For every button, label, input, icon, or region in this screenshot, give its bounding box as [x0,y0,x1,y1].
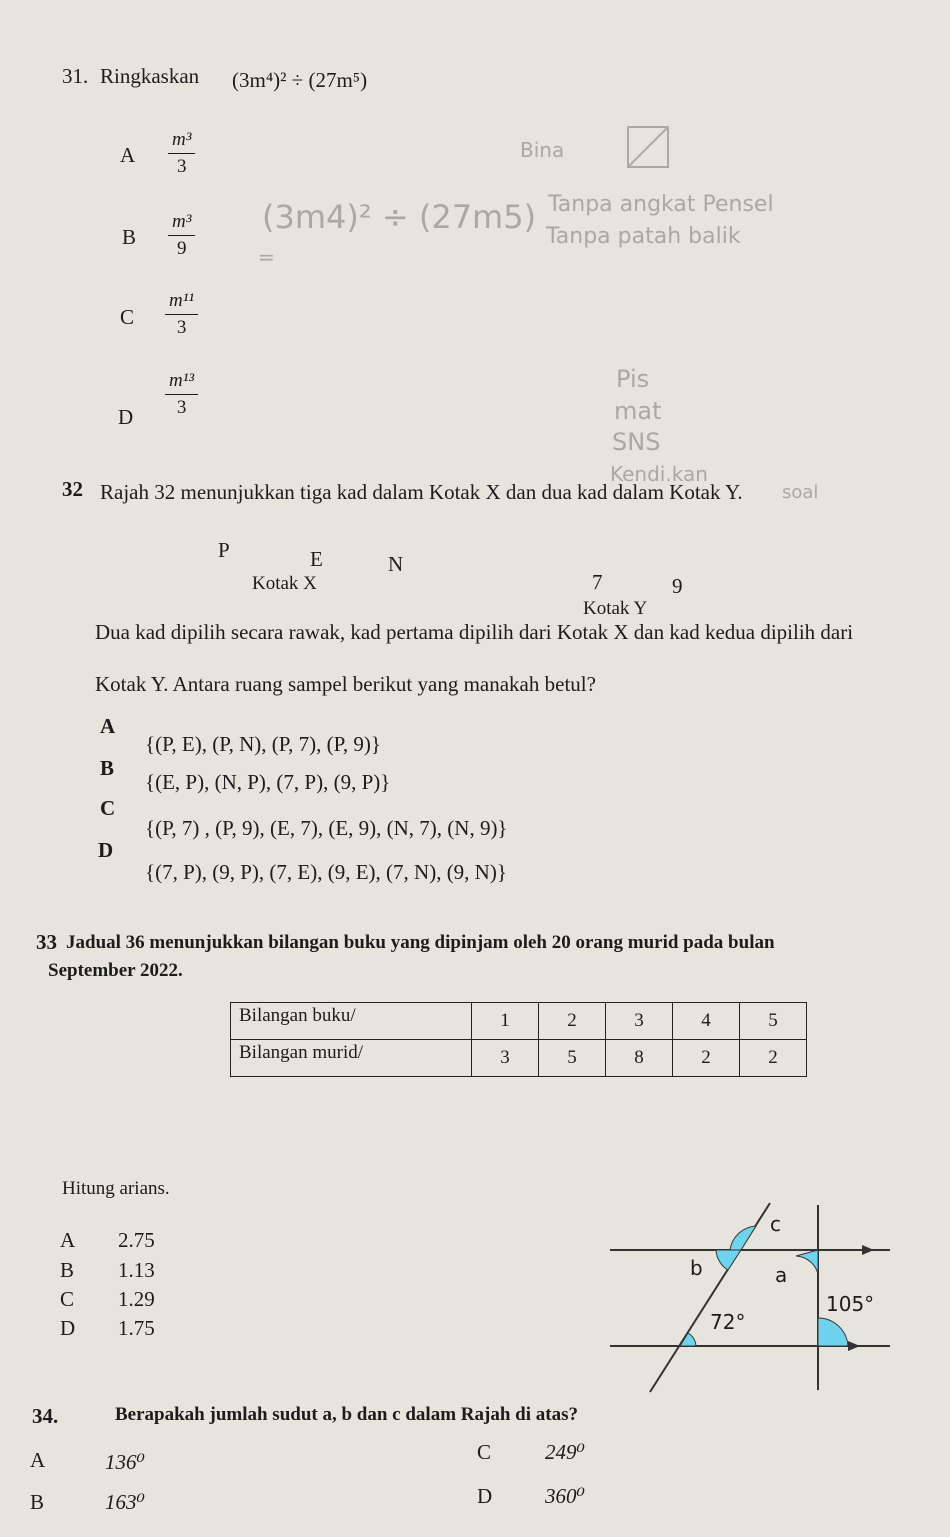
table-row [231,1003,807,1040]
q31-prompt: Ringkaskan [100,64,200,88]
q33-number: 33 [36,930,57,954]
note-mat: mat [614,397,662,425]
q31-number: 31. [62,64,89,88]
q34-option-d-letter: D [477,1484,493,1508]
note-tanpa-patah: Tanpa patah balik [546,224,741,249]
q32-number: 32 [62,477,83,501]
q31-option-b-den: 9 [176,238,187,259]
table-cell: 5 [740,1003,807,1040]
q31-option-d-letter: D [118,405,134,429]
q31-option-b-num: m³ [172,211,192,232]
q33-option-d-letter: D [60,1316,76,1340]
kotak-x-card-p: P [218,538,230,562]
note-sns: SNS [612,428,661,456]
diagram-label-c: c [770,1212,781,1236]
diagram-label-105: 105° [826,1292,875,1316]
row-header-bilangan-murid: Bilangan murid/ [231,1040,472,1077]
q32-option-a-letter: A [100,714,116,738]
q34-option-b-text: 163⁰ [105,1490,145,1514]
table-cell: 4 [673,1003,740,1040]
q33-text-2: September 2022. [48,960,183,981]
q31-option-a-letter: A [120,143,136,167]
q33-prompt: Hitung arians. [62,1178,170,1199]
q31-option-c-num: m¹¹ [169,290,195,311]
note-kendikan: Kendi.kan [610,462,708,486]
q31-option-a-num: m³ [172,129,192,150]
note-soal: soal [782,482,819,503]
q31-option-c-den: 3 [176,317,187,338]
q34-number: 34. [32,1404,59,1428]
q31-option-b-letter: B [122,225,137,249]
q34-text: Berapakah jumlah sudut a, b dan c dalam Rajah di atas? [115,1404,578,1425]
table-cell: 2 [740,1040,807,1077]
q34-option-c-letter: C [477,1440,492,1464]
q31-option-c-fraction [165,290,198,339]
table-row [231,1040,807,1077]
diagram-label-b: b [690,1256,703,1280]
q33-option-b-letter: B [60,1258,75,1282]
q32-option-c-text: {(P, 7) , (P, 9), (E, 7), (E, 9), (N, 7), (N, 9)} [145,816,508,840]
table-cell: 1 [472,1003,539,1040]
table-cell: 3 [472,1040,539,1077]
q31-option-c-letter: C [120,305,135,329]
note-working: (3m4)² ÷ (27m5) [262,198,537,236]
kotak-y-card-9: 9 [672,574,683,598]
kotak-y-card-7: 7 [592,570,603,594]
q31-option-b-fraction [168,211,195,260]
q31-expression: (3m⁴)² ÷ (27m⁵) [232,68,368,92]
q34-option-a-text: 136⁰ [105,1450,145,1474]
q32-paragraph-2: Kotak Y. Antara ruang sampel berikut yang manakah betul? [95,672,596,696]
q33-option-c-text: 1.29 [118,1287,155,1311]
kotak-x-card-e: E [310,547,323,571]
kotak-y-label: Kotak Y [583,598,648,619]
table-cell: 2 [673,1040,740,1077]
q32-option-a-text: {(P, E), (P, N), (P, 7), (P, 9)} [145,732,382,756]
note-equals: = [258,245,275,269]
table-cell: 5 [539,1040,606,1077]
q32-text: Rajah 32 menunjukkan tiga kad dalam Kotak X dan dua kad dalam Kotak Y. [100,480,743,504]
note-bina: Bina [520,138,565,162]
note-square-sketch [625,124,671,170]
table-cell: 3 [606,1003,673,1040]
q34-option-b-letter: B [30,1490,45,1514]
q31-option-a-den: 3 [176,156,187,177]
q32-option-c-letter: C [100,796,116,820]
q31-option-d-den: 3 [176,397,187,418]
note-tanpa-angkat: Tanpa angkat Pensel [548,192,774,217]
q32-paragraph-1: Dua kad dipilih secara rawak, kad pertama dipilih dari Kotak X dan kad kedua dipilih dari [95,620,854,644]
frequency-table [230,1002,807,1077]
kotak-x-label: Kotak X [252,573,317,594]
note-pis: Pis [616,365,650,393]
q32-option-d-text: {(7, P), (9, P), (7, E), (9, E), (7, N), (9, N)} [145,860,507,884]
q34-option-a-letter: A [30,1448,46,1472]
table-cell: 8 [606,1040,673,1077]
q34-option-d-text: 360⁰ [545,1484,585,1508]
q31-option-d-num: m¹³ [169,370,195,391]
q31-option-a-fraction [168,129,195,178]
q33-option-a-letter: A [60,1228,76,1252]
q33-option-a-text: 2.75 [118,1228,155,1252]
row-header-bilangan-buku: Bilangan buku/ [231,1003,472,1040]
kotak-x-card-n: N [388,552,404,576]
diagram-label-72: 72° [710,1310,746,1334]
q34-option-c-text: 249⁰ [545,1440,585,1464]
q33-option-d-text: 1.75 [118,1316,155,1340]
diagram-label-a: a [775,1263,788,1287]
q33-text-1: Jadual 36 menunjukkan bilangan buku yang dipinjam oleh 20 orang murid pada bulan [66,932,775,953]
q32-option-d-letter: D [98,838,114,862]
q31-option-d-fraction [165,370,198,419]
q32-option-b-text: {(E, P), (N, P), (7, P), (9, P)} [145,770,391,794]
q33-option-c-letter: C [60,1287,75,1311]
q33-option-b-text: 1.13 [118,1258,155,1282]
q32-option-b-letter: B [100,756,115,780]
table-cell: 2 [539,1003,606,1040]
